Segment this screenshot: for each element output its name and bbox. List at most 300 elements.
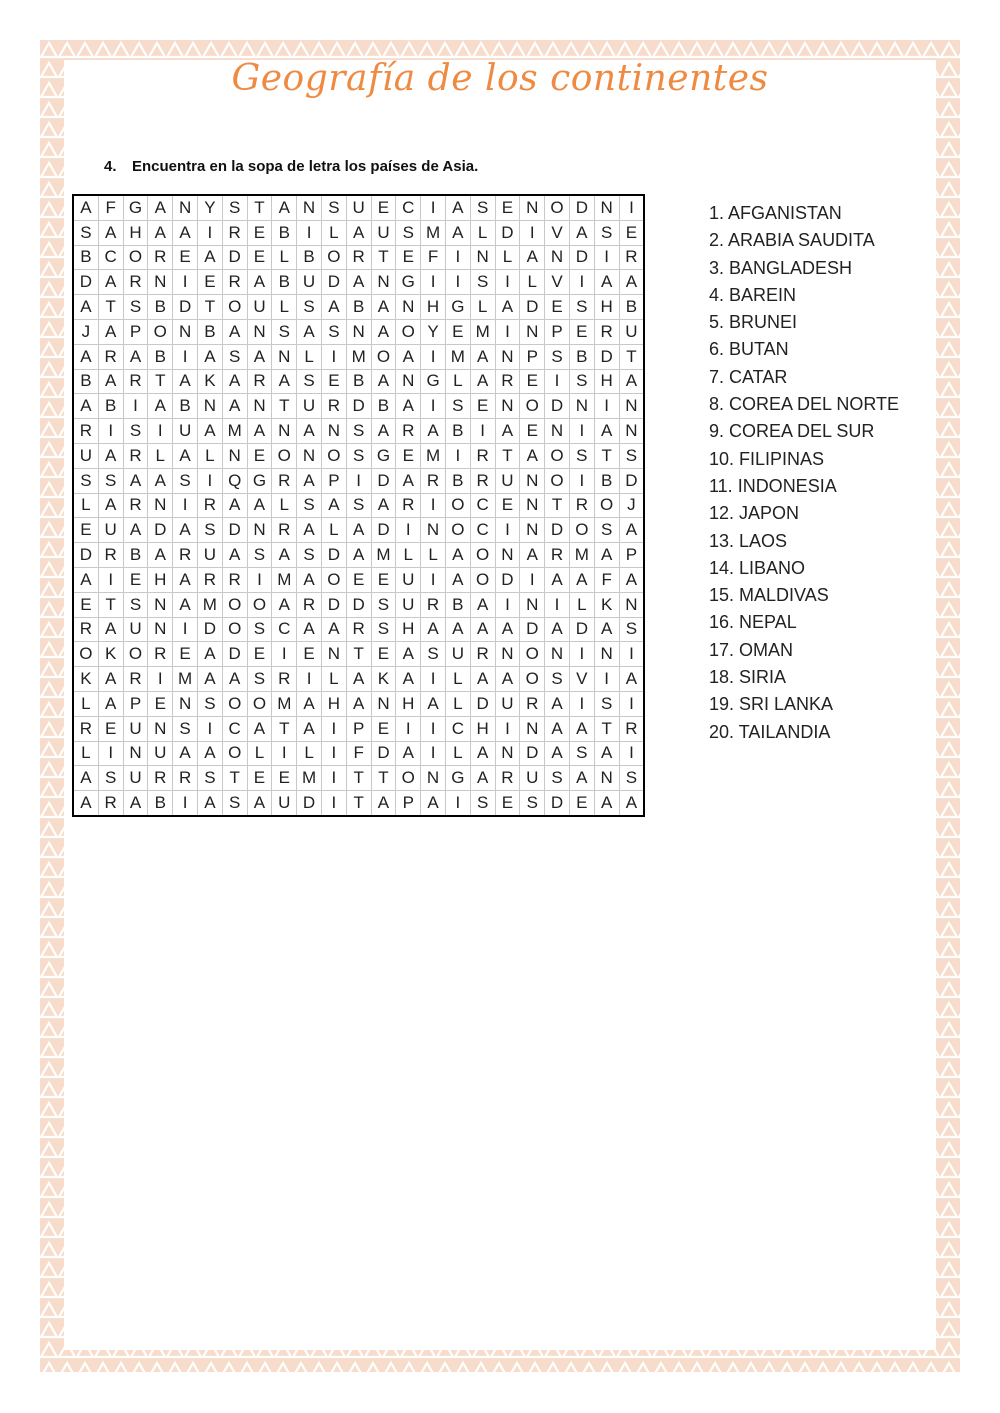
grid-cell[interactable]: A — [346, 667, 371, 692]
grid-cell[interactable]: T — [272, 716, 297, 741]
grid-cell[interactable]: N — [569, 394, 594, 419]
grid-cell[interactable]: N — [173, 319, 198, 344]
grid-cell[interactable]: R — [148, 245, 173, 270]
grid-cell[interactable]: I — [594, 667, 619, 692]
grid-cell[interactable]: I — [594, 245, 619, 270]
grid-cell[interactable]: R — [222, 220, 247, 245]
grid-cell[interactable]: R — [495, 766, 520, 791]
grid-cell[interactable]: A — [495, 419, 520, 444]
grid-cell[interactable]: E — [98, 716, 123, 741]
grid-cell[interactable]: S — [619, 766, 644, 791]
grid-cell[interactable]: H — [421, 295, 446, 320]
grid-cell[interactable]: A — [222, 543, 247, 568]
grid-cell[interactable]: S — [569, 741, 594, 766]
grid-cell[interactable]: I — [445, 791, 470, 816]
grid-cell[interactable]: A — [98, 667, 123, 692]
grid-cell[interactable]: S — [73, 468, 98, 493]
grid-cell[interactable]: A — [346, 518, 371, 543]
grid-cell[interactable]: C — [222, 716, 247, 741]
grid-cell[interactable]: R — [98, 791, 123, 816]
grid-cell[interactable]: A — [470, 766, 495, 791]
grid-cell[interactable]: S — [173, 468, 198, 493]
grid-cell[interactable]: I — [545, 369, 570, 394]
grid-cell[interactable]: N — [247, 394, 272, 419]
grid-cell[interactable]: S — [98, 468, 123, 493]
grid-cell[interactable]: O — [321, 245, 346, 270]
grid-cell[interactable]: E — [272, 766, 297, 791]
grid-cell[interactable]: A — [445, 617, 470, 642]
grid-cell[interactable]: P — [520, 344, 545, 369]
grid-cell[interactable]: G — [445, 295, 470, 320]
grid-cell[interactable]: D — [222, 518, 247, 543]
grid-cell[interactable]: S — [545, 766, 570, 791]
grid-cell[interactable]: D — [321, 543, 346, 568]
grid-cell[interactable]: R — [569, 493, 594, 518]
grid-cell[interactable]: A — [470, 369, 495, 394]
grid-cell[interactable]: S — [247, 543, 272, 568]
grid-cell[interactable]: N — [396, 369, 421, 394]
grid-cell[interactable]: I — [421, 344, 446, 369]
grid-cell[interactable]: A — [346, 543, 371, 568]
grid-cell[interactable]: N — [421, 518, 446, 543]
grid-cell[interactable]: E — [73, 592, 98, 617]
grid-cell[interactable]: I — [520, 567, 545, 592]
grid-cell[interactable]: A — [272, 592, 297, 617]
grid-cell[interactable]: Q — [222, 468, 247, 493]
grid-cell[interactable]: N — [346, 319, 371, 344]
grid-cell[interactable]: B — [98, 394, 123, 419]
grid-cell[interactable]: N — [148, 493, 173, 518]
grid-cell[interactable]: A — [594, 419, 619, 444]
grid-cell[interactable]: L — [470, 295, 495, 320]
grid-cell[interactable]: I — [123, 394, 148, 419]
grid-cell[interactable]: R — [619, 245, 644, 270]
grid-cell[interactable]: B — [272, 270, 297, 295]
grid-cell[interactable]: C — [98, 245, 123, 270]
grid-cell[interactable]: B — [346, 369, 371, 394]
grid-cell[interactable]: R — [222, 270, 247, 295]
grid-cell[interactable]: B — [346, 295, 371, 320]
grid-cell[interactable]: E — [197, 270, 222, 295]
grid-cell[interactable]: O — [247, 691, 272, 716]
grid-cell[interactable]: A — [346, 270, 371, 295]
grid-cell[interactable]: R — [520, 691, 545, 716]
grid-cell[interactable]: V — [545, 220, 570, 245]
grid-cell[interactable]: I — [495, 592, 520, 617]
grid-cell[interactable]: D — [619, 468, 644, 493]
grid-cell[interactable]: E — [346, 567, 371, 592]
grid-cell[interactable]: A — [297, 468, 322, 493]
grid-cell[interactable]: L — [73, 691, 98, 716]
grid-cell[interactable]: F — [346, 741, 371, 766]
grid-cell[interactable]: O — [520, 642, 545, 667]
grid-cell[interactable]: I — [421, 493, 446, 518]
grid-cell[interactable]: A — [148, 195, 173, 220]
grid-cell[interactable]: S — [297, 543, 322, 568]
grid-cell[interactable]: D — [495, 567, 520, 592]
grid-cell[interactable]: N — [520, 518, 545, 543]
grid-cell[interactable]: A — [173, 592, 198, 617]
grid-cell[interactable]: E — [619, 220, 644, 245]
grid-cell[interactable]: A — [173, 220, 198, 245]
grid-cell[interactable]: R — [396, 419, 421, 444]
grid-cell[interactable]: N — [123, 741, 148, 766]
grid-cell[interactable]: R — [197, 493, 222, 518]
grid-cell[interactable]: I — [619, 642, 644, 667]
grid-cell[interactable]: G — [247, 468, 272, 493]
grid-cell[interactable]: N — [520, 592, 545, 617]
grid-cell[interactable]: O — [545, 195, 570, 220]
grid-cell[interactable]: Y — [421, 319, 446, 344]
grid-cell[interactable]: E — [247, 766, 272, 791]
grid-cell[interactable]: N — [520, 195, 545, 220]
grid-cell[interactable]: S — [73, 220, 98, 245]
grid-cell[interactable]: A — [272, 369, 297, 394]
grid-cell[interactable]: S — [470, 791, 495, 816]
grid-cell[interactable]: D — [545, 518, 570, 543]
grid-cell[interactable]: G — [421, 369, 446, 394]
grid-cell[interactable]: N — [594, 195, 619, 220]
grid-cell[interactable]: L — [247, 741, 272, 766]
grid-cell[interactable]: L — [445, 741, 470, 766]
grid-cell[interactable]: A — [247, 270, 272, 295]
grid-cell[interactable]: A — [297, 716, 322, 741]
grid-cell[interactable]: A — [297, 319, 322, 344]
grid-cell[interactable]: P — [346, 716, 371, 741]
grid-cell[interactable]: D — [495, 220, 520, 245]
grid-cell[interactable]: M — [173, 667, 198, 692]
grid-cell[interactable]: G — [445, 766, 470, 791]
grid-cell[interactable]: H — [148, 567, 173, 592]
grid-cell[interactable]: D — [73, 543, 98, 568]
grid-cell[interactable]: M — [421, 220, 446, 245]
grid-cell[interactable]: R — [619, 716, 644, 741]
grid-cell[interactable]: A — [371, 791, 396, 816]
grid-cell[interactable]: A — [73, 295, 98, 320]
grid-cell[interactable]: A — [197, 245, 222, 270]
grid-cell[interactable]: N — [594, 766, 619, 791]
grid-cell[interactable]: I — [297, 220, 322, 245]
grid-cell[interactable]: O — [545, 468, 570, 493]
grid-cell[interactable]: E — [321, 369, 346, 394]
grid-cell[interactable]: U — [173, 419, 198, 444]
grid-cell[interactable]: U — [520, 766, 545, 791]
grid-cell[interactable]: E — [520, 369, 545, 394]
grid-cell[interactable]: L — [272, 245, 297, 270]
grid-cell[interactable]: A — [73, 766, 98, 791]
grid-cell[interactable]: S — [173, 716, 198, 741]
grid-cell[interactable]: A — [421, 691, 446, 716]
grid-cell[interactable]: T — [98, 592, 123, 617]
grid-cell[interactable]: M — [569, 543, 594, 568]
grid-cell[interactable]: A — [594, 791, 619, 816]
grid-cell[interactable]: R — [123, 493, 148, 518]
grid-cell[interactable]: A — [421, 791, 446, 816]
grid-cell[interactable]: A — [173, 369, 198, 394]
grid-cell[interactable]: I — [619, 741, 644, 766]
grid-cell[interactable]: U — [396, 592, 421, 617]
grid-cell[interactable]: U — [297, 394, 322, 419]
grid-cell[interactable]: S — [594, 518, 619, 543]
grid-cell[interactable]: S — [222, 195, 247, 220]
grid-cell[interactable]: A — [73, 791, 98, 816]
grid-cell[interactable]: S — [123, 419, 148, 444]
grid-cell[interactable]: A — [445, 567, 470, 592]
grid-cell[interactable]: E — [569, 791, 594, 816]
grid-cell[interactable]: S — [619, 617, 644, 642]
grid-cell[interactable]: A — [98, 443, 123, 468]
grid-cell[interactable]: S — [619, 443, 644, 468]
grid-cell[interactable]: I — [98, 567, 123, 592]
grid-cell[interactable]: A — [247, 493, 272, 518]
grid-cell[interactable]: T — [594, 716, 619, 741]
grid-cell[interactable]: N — [495, 394, 520, 419]
grid-cell[interactable]: O — [371, 344, 396, 369]
grid-cell[interactable]: N — [148, 716, 173, 741]
grid-cell[interactable]: C — [396, 195, 421, 220]
grid-cell[interactable]: N — [545, 419, 570, 444]
grid-cell[interactable]: A — [445, 543, 470, 568]
grid-cell[interactable]: D — [371, 518, 396, 543]
grid-cell[interactable]: N — [148, 592, 173, 617]
grid-cell[interactable]: N — [148, 270, 173, 295]
grid-cell[interactable]: L — [272, 493, 297, 518]
grid-cell[interactable]: L — [445, 667, 470, 692]
grid-cell[interactable]: O — [148, 319, 173, 344]
grid-cell[interactable]: A — [297, 567, 322, 592]
grid-cell[interactable]: T — [148, 369, 173, 394]
grid-cell[interactable]: R — [396, 493, 421, 518]
grid-cell[interactable]: D — [321, 592, 346, 617]
grid-cell[interactable]: D — [520, 741, 545, 766]
grid-cell[interactable]: I — [619, 691, 644, 716]
grid-cell[interactable]: A — [173, 518, 198, 543]
grid-cell[interactable]: A — [321, 493, 346, 518]
grid-cell[interactable]: E — [247, 245, 272, 270]
grid-cell[interactable]: I — [421, 567, 446, 592]
grid-cell[interactable]: A — [272, 543, 297, 568]
grid-cell[interactable]: E — [247, 443, 272, 468]
grid-cell[interactable]: I — [569, 691, 594, 716]
grid-cell[interactable]: I — [495, 270, 520, 295]
grid-cell[interactable]: I — [197, 468, 222, 493]
grid-cell[interactable]: B — [73, 245, 98, 270]
grid-cell[interactable]: A — [495, 667, 520, 692]
grid-cell[interactable]: I — [247, 567, 272, 592]
grid-cell[interactable]: N — [520, 716, 545, 741]
grid-cell[interactable]: J — [73, 319, 98, 344]
grid-cell[interactable]: R — [123, 443, 148, 468]
grid-cell[interactable]: N — [495, 741, 520, 766]
grid-cell[interactable]: I — [421, 741, 446, 766]
grid-cell[interactable]: I — [98, 419, 123, 444]
grid-cell[interactable]: B — [148, 295, 173, 320]
grid-cell[interactable]: R — [123, 369, 148, 394]
grid-cell[interactable]: A — [98, 617, 123, 642]
grid-cell[interactable]: M — [470, 319, 495, 344]
grid-cell[interactable]: A — [619, 270, 644, 295]
grid-cell[interactable]: R — [495, 369, 520, 394]
grid-cell[interactable]: E — [247, 642, 272, 667]
grid-cell[interactable]: S — [321, 319, 346, 344]
grid-cell[interactable]: I — [197, 716, 222, 741]
grid-cell[interactable]: A — [123, 518, 148, 543]
grid-cell[interactable]: A — [148, 543, 173, 568]
grid-cell[interactable]: E — [371, 716, 396, 741]
grid-cell[interactable]: N — [247, 518, 272, 543]
grid-cell[interactable]: A — [470, 344, 495, 369]
grid-cell[interactable]: A — [520, 245, 545, 270]
grid-cell[interactable]: O — [222, 617, 247, 642]
grid-cell[interactable]: D — [222, 642, 247, 667]
grid-cell[interactable]: O — [569, 518, 594, 543]
grid-cell[interactable]: E — [495, 791, 520, 816]
grid-cell[interactable]: H — [321, 691, 346, 716]
grid-cell[interactable]: S — [371, 592, 396, 617]
grid-cell[interactable]: I — [173, 791, 198, 816]
grid-cell[interactable]: O — [445, 493, 470, 518]
grid-cell[interactable]: S — [197, 518, 222, 543]
grid-cell[interactable]: O — [247, 592, 272, 617]
grid-cell[interactable]: V — [545, 270, 570, 295]
grid-cell[interactable]: A — [569, 766, 594, 791]
grid-cell[interactable]: A — [197, 791, 222, 816]
grid-cell[interactable]: F — [98, 195, 123, 220]
grid-cell[interactable]: E — [470, 394, 495, 419]
grid-cell[interactable]: A — [445, 195, 470, 220]
grid-cell[interactable]: R — [470, 443, 495, 468]
grid-cell[interactable]: K — [73, 667, 98, 692]
grid-cell[interactable]: S — [470, 195, 495, 220]
grid-cell[interactable]: B — [197, 319, 222, 344]
grid-cell[interactable]: L — [520, 270, 545, 295]
grid-cell[interactable]: L — [73, 493, 98, 518]
grid-cell[interactable]: U — [495, 691, 520, 716]
grid-cell[interactable]: O — [321, 567, 346, 592]
grid-cell[interactable]: A — [321, 617, 346, 642]
grid-cell[interactable]: I — [470, 419, 495, 444]
grid-cell[interactable]: D — [346, 394, 371, 419]
grid-cell[interactable]: R — [346, 245, 371, 270]
grid-cell[interactable]: B — [173, 394, 198, 419]
grid-cell[interactable]: O — [445, 518, 470, 543]
grid-cell[interactable]: O — [321, 443, 346, 468]
grid-cell[interactable]: D — [197, 617, 222, 642]
grid-cell[interactable]: U — [73, 443, 98, 468]
grid-cell[interactable]: N — [173, 691, 198, 716]
grid-cell[interactable]: D — [321, 270, 346, 295]
grid-cell[interactable]: S — [396, 220, 421, 245]
grid-cell[interactable]: L — [297, 741, 322, 766]
grid-cell[interactable]: C — [272, 617, 297, 642]
grid-cell[interactable]: A — [297, 617, 322, 642]
grid-cell[interactable]: I — [569, 642, 594, 667]
grid-cell[interactable]: A — [98, 319, 123, 344]
grid-cell[interactable]: A — [569, 567, 594, 592]
grid-cell[interactable]: S — [470, 270, 495, 295]
grid-cell[interactable]: N — [520, 493, 545, 518]
grid-cell[interactable]: L — [396, 543, 421, 568]
grid-cell[interactable]: R — [123, 667, 148, 692]
grid-cell[interactable]: N — [495, 642, 520, 667]
grid-cell[interactable]: A — [569, 220, 594, 245]
grid-cell[interactable]: R — [98, 344, 123, 369]
grid-cell[interactable]: G — [123, 195, 148, 220]
grid-cell[interactable]: A — [98, 691, 123, 716]
grid-cell[interactable]: N — [619, 419, 644, 444]
grid-cell[interactable]: N — [247, 319, 272, 344]
grid-cell[interactable]: D — [520, 617, 545, 642]
grid-cell[interactable]: A — [73, 394, 98, 419]
grid-cell[interactable]: S — [371, 617, 396, 642]
grid-cell[interactable]: A — [222, 319, 247, 344]
grid-cell[interactable]: E — [495, 195, 520, 220]
grid-cell[interactable]: T — [495, 443, 520, 468]
grid-cell[interactable]: G — [371, 443, 396, 468]
grid-cell[interactable]: J — [619, 493, 644, 518]
grid-cell[interactable]: D — [346, 592, 371, 617]
grid-cell[interactable]: H — [594, 295, 619, 320]
grid-cell[interactable]: U — [123, 716, 148, 741]
grid-cell[interactable]: A — [197, 667, 222, 692]
grid-cell[interactable]: D — [173, 295, 198, 320]
grid-cell[interactable]: D — [520, 295, 545, 320]
grid-cell[interactable]: E — [445, 319, 470, 344]
grid-cell[interactable]: P — [123, 691, 148, 716]
grid-cell[interactable]: R — [297, 592, 322, 617]
grid-cell[interactable]: L — [73, 741, 98, 766]
grid-cell[interactable]: T — [346, 766, 371, 791]
grid-cell[interactable]: I — [545, 592, 570, 617]
grid-cell[interactable]: B — [148, 791, 173, 816]
grid-cell[interactable]: O — [520, 667, 545, 692]
grid-cell[interactable]: M — [272, 691, 297, 716]
grid-cell[interactable]: R — [148, 642, 173, 667]
grid-cell[interactable]: I — [197, 220, 222, 245]
grid-cell[interactable]: D — [569, 617, 594, 642]
grid-cell[interactable]: D — [594, 344, 619, 369]
grid-cell[interactable]: U — [197, 543, 222, 568]
grid-cell[interactable]: A — [619, 518, 644, 543]
grid-cell[interactable]: I — [297, 667, 322, 692]
grid-cell[interactable]: E — [396, 245, 421, 270]
grid-cell[interactable]: H — [594, 369, 619, 394]
grid-cell[interactable]: I — [173, 344, 198, 369]
grid-cell[interactable]: A — [148, 468, 173, 493]
grid-cell[interactable]: A — [545, 617, 570, 642]
grid-cell[interactable]: K — [197, 369, 222, 394]
grid-cell[interactable]: O — [222, 295, 247, 320]
grid-cell[interactable]: N — [619, 592, 644, 617]
grid-cell[interactable]: A — [98, 493, 123, 518]
grid-cell[interactable]: R — [197, 567, 222, 592]
grid-cell[interactable]: N — [495, 344, 520, 369]
grid-cell[interactable]: O — [545, 443, 570, 468]
grid-cell[interactable]: B — [123, 543, 148, 568]
grid-cell[interactable]: A — [371, 419, 396, 444]
grid-cell[interactable]: A — [619, 369, 644, 394]
grid-cell[interactable]: A — [222, 493, 247, 518]
grid-cell[interactable]: A — [396, 468, 421, 493]
grid-cell[interactable]: O — [594, 493, 619, 518]
grid-cell[interactable]: S — [321, 195, 346, 220]
grid-cell[interactable]: N — [297, 195, 322, 220]
grid-cell[interactable]: A — [445, 220, 470, 245]
grid-cell[interactable]: E — [396, 443, 421, 468]
grid-cell[interactable]: L — [321, 220, 346, 245]
grid-cell[interactable]: A — [98, 220, 123, 245]
grid-cell[interactable]: A — [495, 617, 520, 642]
